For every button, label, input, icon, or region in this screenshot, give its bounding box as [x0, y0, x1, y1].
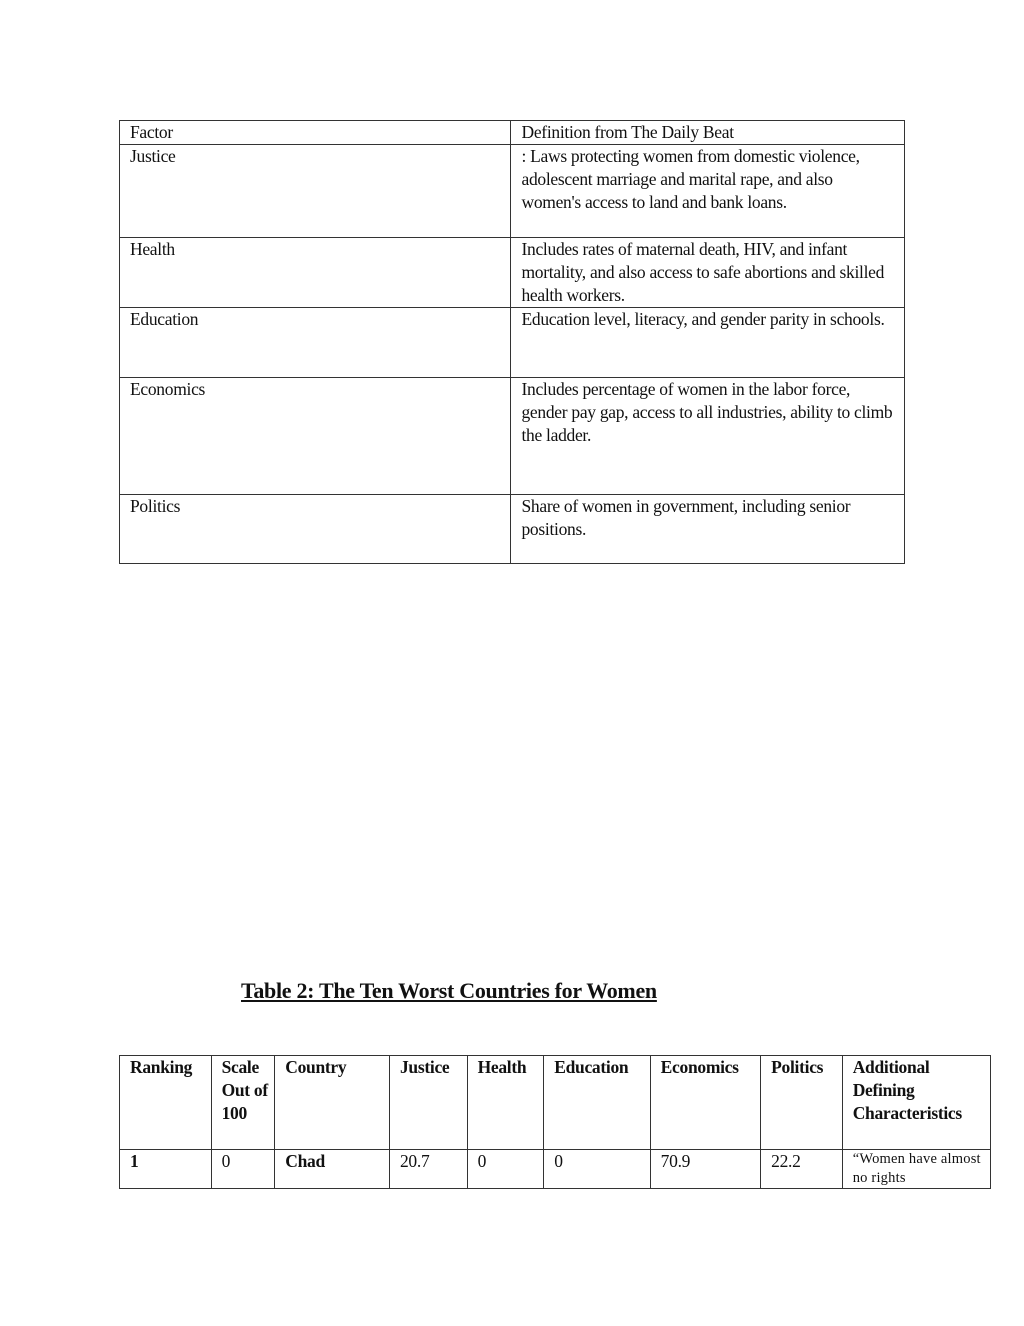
header-country: Country	[275, 1056, 390, 1150]
ranking-cell: 1	[120, 1150, 212, 1189]
factor-definition-table	[119, 120, 905, 564]
definition-cell: Share of women in government, including senior positions.	[511, 495, 905, 564]
additional-cell: “Women have almost no rights	[842, 1150, 990, 1189]
header-factor: Factor	[120, 121, 511, 145]
factor-cell: Justice	[120, 145, 511, 238]
scale-cell: 0	[211, 1150, 275, 1189]
table-row	[120, 145, 905, 238]
header-health: Health	[467, 1056, 544, 1150]
header-justice: Justice	[389, 1056, 467, 1150]
factor-cell: Economics	[120, 378, 511, 495]
factor-cell: Health	[120, 238, 511, 308]
table2-title: Table 2: The Ten Worst Countries for Women	[241, 978, 657, 1003]
table-header-row	[120, 121, 905, 145]
header-definition: Definition from The Daily Beat	[511, 121, 905, 145]
country-cell: Chad	[275, 1150, 390, 1189]
header-ranking: Ranking	[120, 1056, 212, 1150]
header-additional: Additional Defining Characteristics	[842, 1056, 990, 1150]
politics-cell: 22.2	[761, 1150, 843, 1189]
table-row	[120, 308, 905, 378]
factor-cell: Politics	[120, 495, 511, 564]
education-cell: 0	[544, 1150, 650, 1189]
economics-cell: 70.9	[650, 1150, 760, 1189]
factor-cell: Education	[120, 308, 511, 378]
header-education: Education	[544, 1056, 650, 1150]
table-row	[120, 238, 905, 308]
header-economics: Economics	[650, 1056, 760, 1150]
table-row	[120, 495, 905, 564]
health-cell: 0	[467, 1150, 544, 1189]
table-row	[120, 1150, 991, 1189]
header-politics: Politics	[761, 1056, 843, 1150]
definition-cell: Education level, literacy, and gender parity in schools.	[511, 308, 905, 378]
header-scale: Scale Out of 100	[211, 1056, 275, 1150]
justice-cell: 20.7	[389, 1150, 467, 1189]
definition-cell: : Laws protecting women from domestic violence, adolescent marriage and marital rape, and also women's access to land and bank loans.	[511, 145, 905, 238]
definition-cell: Includes percentage of women in the labor force, gender pay gap, access to all industries, ability to climb the ladder.	[511, 378, 905, 495]
definition-cell: Includes rates of maternal death, HIV, and infant mortality, and also access to safe abortions and skilled health workers.	[511, 238, 905, 308]
table-row	[120, 378, 905, 495]
worst-countries-table	[119, 1055, 991, 1189]
table-header-row	[120, 1056, 991, 1150]
